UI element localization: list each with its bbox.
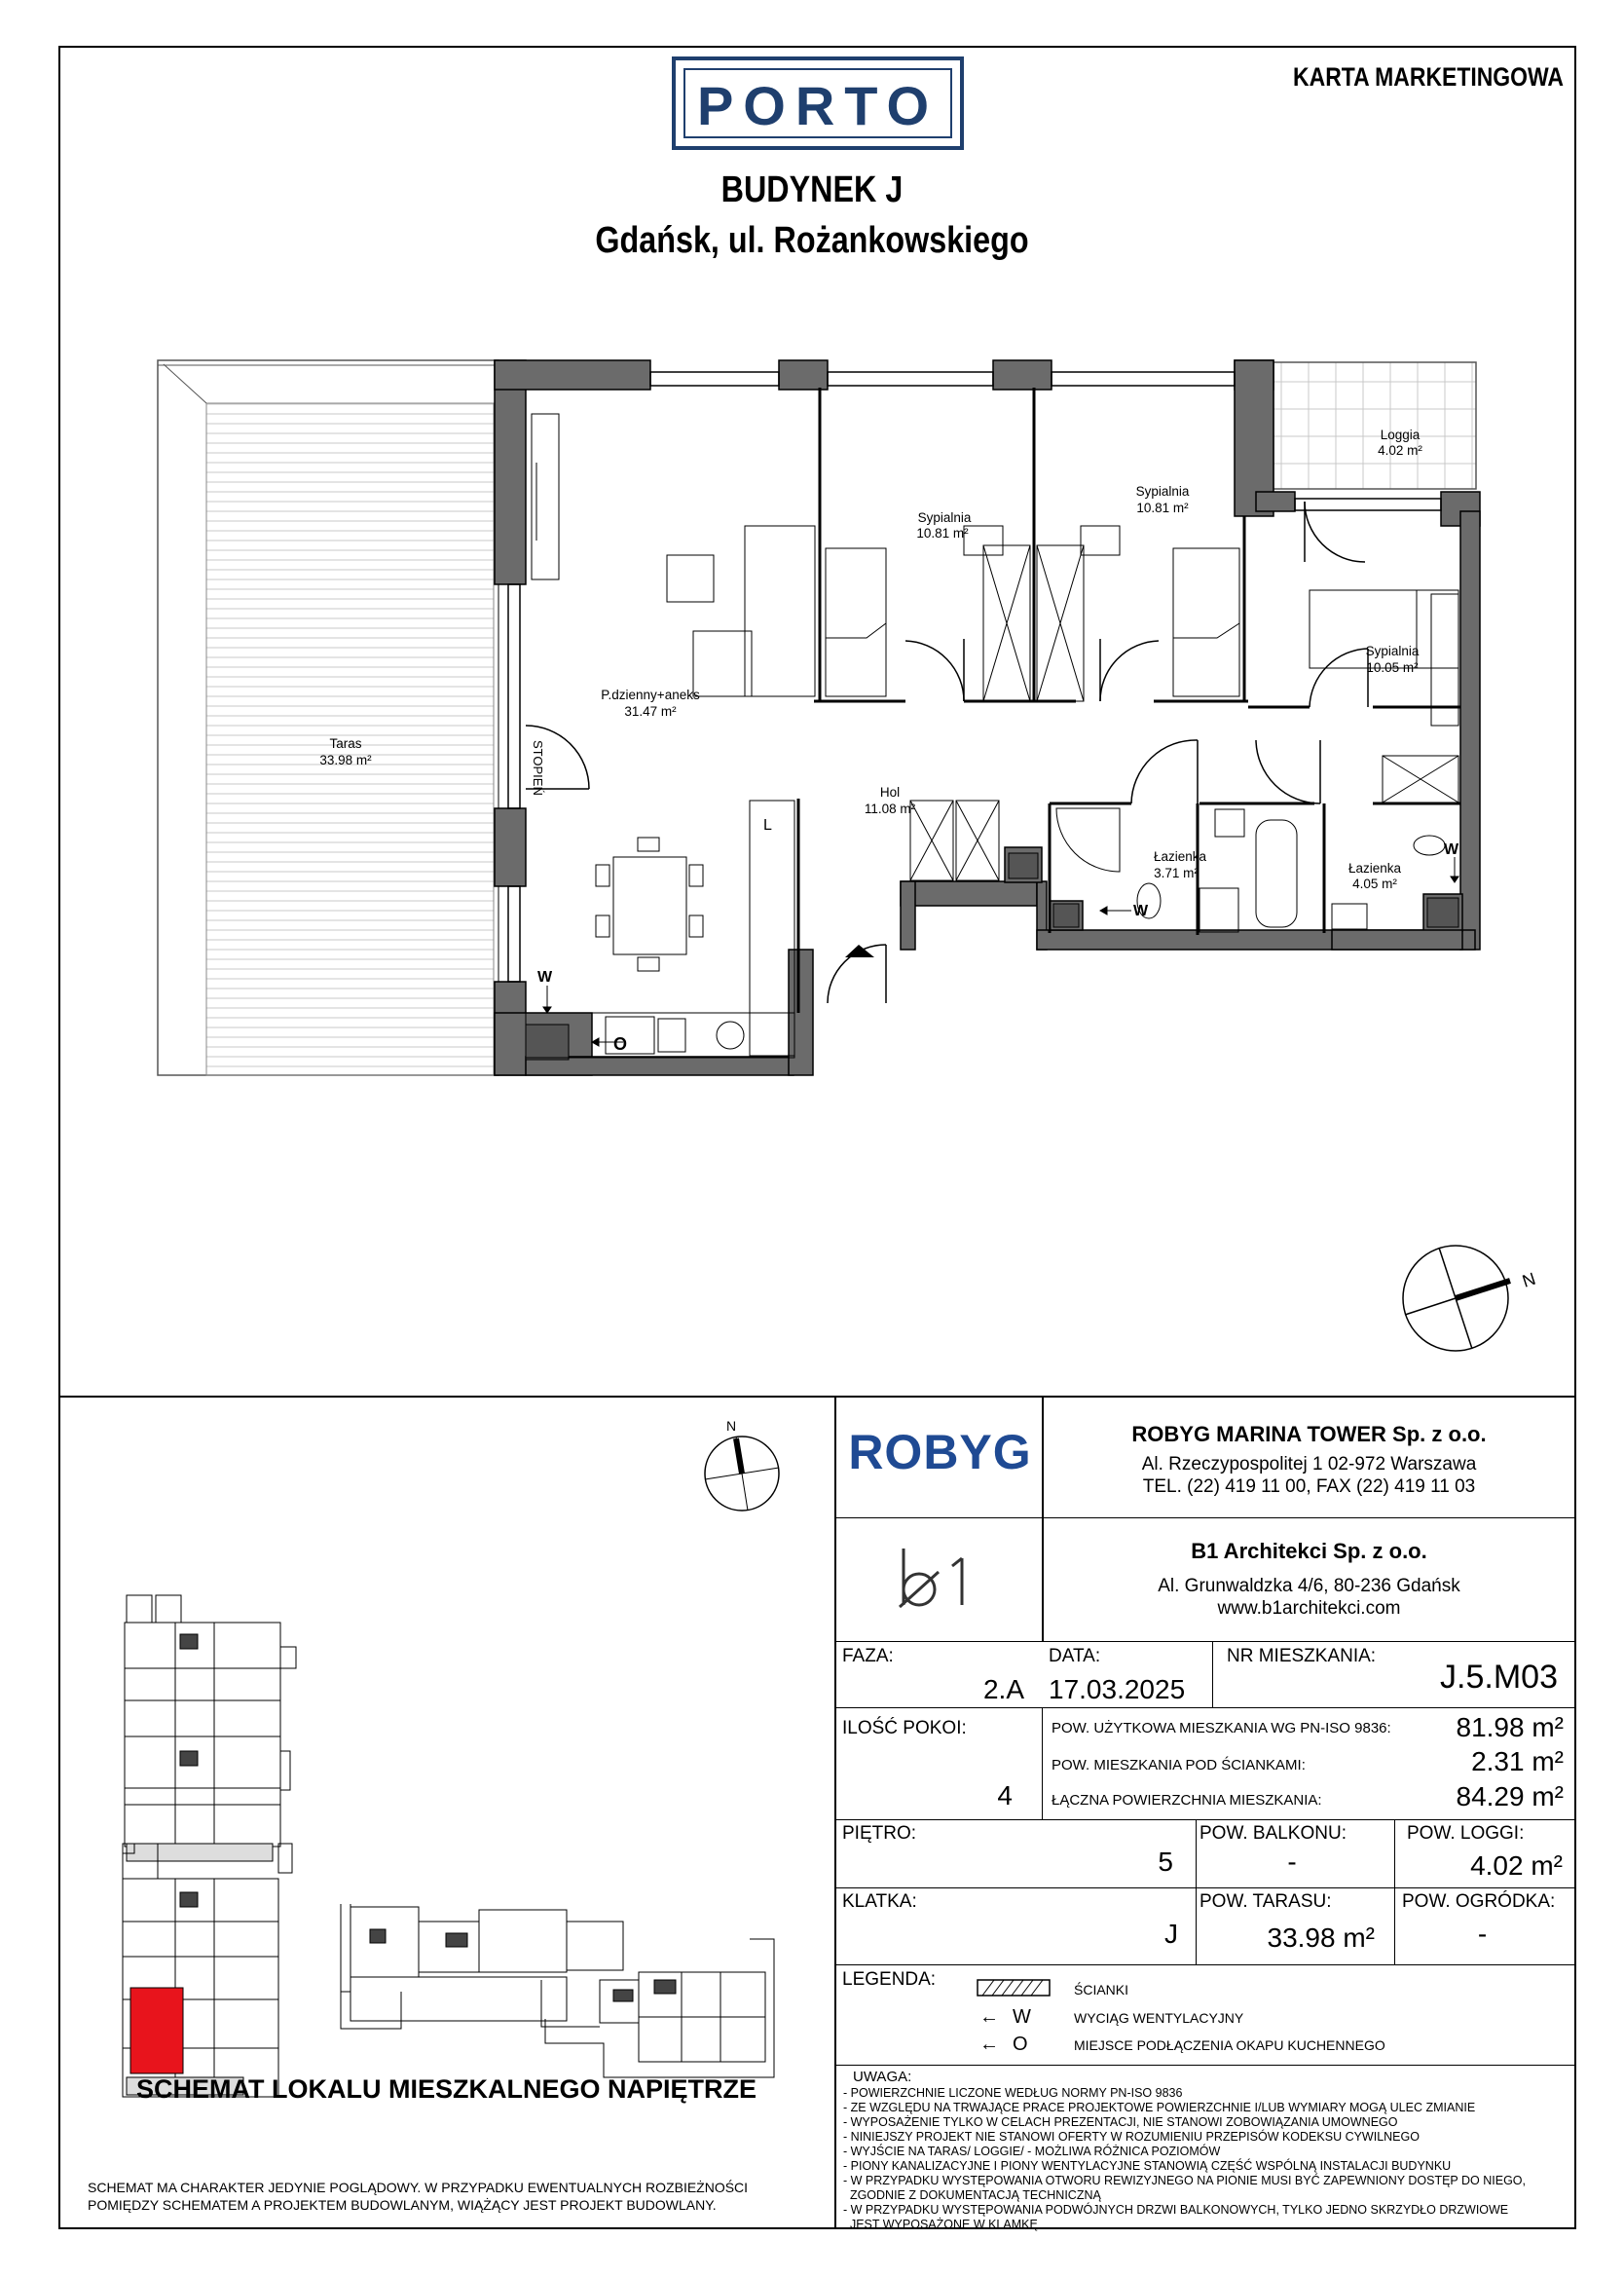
architect-logo bbox=[896, 1545, 974, 1618]
architect-name: B1 Architekci Sp. z o.o. bbox=[1191, 1539, 1427, 1563]
developer-address: Al. Rzeczypospolitej 1 02-972 Warszawa bbox=[1141, 1454, 1477, 1474]
beds bbox=[826, 548, 1458, 696]
room-area: 11.08 m² bbox=[864, 802, 916, 816]
pow-laczna-label: ŁĄCZNA POWIERZCHNIA MIESZKANIA: bbox=[1052, 1792, 1322, 1809]
faza-value: 2.A bbox=[982, 1674, 1024, 1704]
room-name: Łazienka bbox=[1153, 849, 1207, 864]
legend-o-arrow: ← bbox=[979, 2034, 999, 2055]
pietro-value: 5 bbox=[1158, 1847, 1173, 1877]
room-area: 10.81 m² bbox=[916, 526, 969, 541]
ogrodek-label: POW. OGRÓDKA: bbox=[1402, 1891, 1556, 1912]
svg-text:N: N bbox=[726, 1418, 737, 1434]
pow-uzytkowa-label: POW. UŻYTKOWA MIESZKANIA WG PN-ISO 9836: bbox=[1052, 1720, 1391, 1736]
svg-text:L: L bbox=[763, 817, 772, 834]
pokoje-label: ILOŚĆ POKOI: bbox=[842, 1718, 967, 1738]
room-name: P.dzienny+aneks bbox=[601, 688, 700, 702]
note-line: - ZE WZGLĘDU NA TRWAJĄCE PRACE PROJEKTOWE POWIERZCHNIE I/LUB WYMIARY MOGĄ ULEC ZMIANIE bbox=[843, 2101, 1476, 2114]
b1-logo-icon bbox=[896, 1545, 974, 1613]
terrace-area bbox=[158, 360, 498, 1075]
svg-text:W: W bbox=[537, 969, 553, 986]
data-label: DATA: bbox=[1049, 1646, 1101, 1666]
note-line: - WYJŚCIE NA TARAS/ LOGGIE/ - MOŻLIWA RÓŻNICA POZIOMÓW bbox=[843, 2145, 1221, 2158]
klatka-value: J bbox=[1164, 1919, 1178, 1949]
highlighted-unit bbox=[130, 1988, 183, 2073]
room-area: 33.98 m² bbox=[319, 753, 372, 767]
taras-value: 33.98 m² bbox=[1267, 1922, 1375, 1953]
doors bbox=[526, 502, 1368, 1003]
porto-logo-text: PORTO bbox=[696, 75, 940, 136]
document-type: KARTA MARKETINGOWA bbox=[1293, 62, 1564, 92]
pow-uzytkowa-value: 81.98 m² bbox=[1456, 1712, 1564, 1742]
faza-label: FAZA: bbox=[842, 1646, 894, 1666]
hood-mark: O bbox=[613, 1034, 628, 1054]
legend-o-text: MIEJSCE PODŁĄCZENIA OKAPU KUCHENNEGO bbox=[1074, 2037, 1385, 2053]
room-name: Sypialnia bbox=[917, 510, 972, 525]
schema-building bbox=[341, 1904, 774, 2077]
legend-walls-text: ŚCIANKI bbox=[1074, 1982, 1129, 1997]
klatka-label: KLATKA: bbox=[842, 1891, 917, 1912]
architect-web: www.b1architekci.com bbox=[1217, 1598, 1401, 1619]
pokoje-value: 4 bbox=[997, 1780, 1013, 1810]
room-area: 3.71 m² bbox=[1154, 866, 1199, 880]
legend-w-symbol: W bbox=[1013, 2006, 1031, 2028]
room-name: Hol bbox=[879, 785, 901, 800]
ogrodek-value: - bbox=[1477, 1919, 1488, 1949]
room-area: 10.05 m² bbox=[1366, 660, 1419, 675]
room-name: Łazienka bbox=[1347, 861, 1402, 876]
room-name: Loggia bbox=[1380, 428, 1421, 442]
loggia-value: 4.02 m² bbox=[1470, 1850, 1563, 1881]
pow-sciankami-value: 2.31 m² bbox=[1471, 1746, 1564, 1776]
loggia-label: POW. LOGGI: bbox=[1407, 1823, 1525, 1844]
legend-o-symbol: O bbox=[1013, 2034, 1028, 2055]
note-line: - WYPOSAŻENIE TYLKO W CELACH PREZENTACJI, NIE STANOWI ZOBOWIĄZANIA UMOWNEGO bbox=[843, 2115, 1398, 2129]
legend-title: LEGENDA: bbox=[842, 1969, 937, 1990]
room-area: 10.81 m² bbox=[1136, 501, 1189, 515]
robyg-logo: ROBYG bbox=[848, 1425, 1032, 1479]
note-line: - PIONY KANALIZACYJNE I PIONY WENTYLACYJNE STANOWIĄ CZĘŚĆ WSPÓLNĄ INSTALACJI BUDYNKU bbox=[843, 2159, 1452, 2173]
schema-floor-upper bbox=[125, 1595, 296, 1861]
svg-text:W: W bbox=[1133, 903, 1149, 919]
building-title: BUDYNEK J bbox=[720, 169, 904, 210]
developer-phone: TEL. (22) 419 11 00, FAX (22) 419 11 03 bbox=[1142, 1476, 1476, 1497]
taras-label: POW. TARASU: bbox=[1200, 1891, 1332, 1912]
note-line: ZGODNIE Z DOKUMENTACJĄ TECHNICZNĄ bbox=[843, 2188, 1101, 2202]
note-line: - NINIEJSZY PROJEKT NIE STANOWI OFERTY W ROZUMIENIU PRZEPISÓW KODEKSU CYWILNEGO bbox=[843, 2130, 1420, 2144]
legend-w-text: WYCIĄG WENTYLACYJNY bbox=[1074, 2010, 1244, 2026]
schema-disclaimer-2: POMIĘDZY SCHEMATEM A PROJEKTEM BUDOWLANYM, WIĄŻĄCY JEST PROJEKT BUDOWLANY. bbox=[88, 2197, 717, 2213]
wall-hatch-icon bbox=[977, 1979, 1051, 1997]
nr-label: NR MIESZKANIA: bbox=[1227, 1646, 1377, 1666]
room-area: 4.05 m² bbox=[1352, 877, 1397, 891]
room-name: Sypialnia bbox=[1135, 484, 1190, 499]
pietro-label: PIĘTRO: bbox=[842, 1823, 917, 1844]
step-label: STOPIEŃ bbox=[531, 740, 545, 796]
balkon-value: - bbox=[1287, 1847, 1297, 1877]
room-area: 31.47 m² bbox=[624, 704, 677, 719]
notes-list bbox=[843, 2086, 1564, 2232]
room-area: 4.02 m² bbox=[1378, 443, 1422, 458]
pow-sciankami-label: POW. MIESZKANIA POD ŚCIANKAMI: bbox=[1052, 1757, 1306, 1773]
address-title: Gdańsk, ul. Rożankowskiego bbox=[595, 220, 1029, 261]
nr-value: J.5.M03 bbox=[1440, 1659, 1558, 1696]
pow-laczna-value: 84.29 m² bbox=[1456, 1781, 1564, 1811]
data-value: 17.03.2025 bbox=[1049, 1674, 1186, 1704]
developer-name: ROBYG MARINA TOWER Sp. z o.o. bbox=[1131, 1422, 1487, 1446]
note-line: JEST WYPOSAŻONE W KLAMKĘ bbox=[843, 2218, 1038, 2231]
loggia-area bbox=[1273, 362, 1476, 489]
legend-w-arrow: ← bbox=[979, 2006, 999, 2028]
room-name: Sypialnia bbox=[1365, 644, 1420, 658]
wardrobes bbox=[910, 545, 1458, 880]
schema-compass bbox=[705, 1418, 779, 1511]
room-name: Taras bbox=[329, 736, 362, 751]
svg-text:N: N bbox=[1520, 1268, 1538, 1291]
schema-title: SCHEMAT LOKALU MIESZKALNEGO NAPIĘTRZE bbox=[136, 2074, 757, 2104]
architect-address: Al. Grunwaldzka 4/6, 80-236 Gdańsk bbox=[1158, 1576, 1460, 1596]
schema-disclaimer-1: SCHEMAT MA CHARAKTER JEDYNIE POGLĄDOWY. W PRZYPADKU EWENTUALNYCH ROZBIEŻNOŚCI bbox=[88, 2180, 749, 2195]
balkon-label: POW. BALKONU: bbox=[1200, 1823, 1347, 1844]
notes-title: UWAGA: bbox=[853, 2069, 912, 2085]
svg-text:W: W bbox=[1444, 841, 1459, 858]
note-line: - POWIERZCHNIE LICZONE WEDŁUG NORMY PN-ISO 9836 bbox=[843, 2086, 1183, 2100]
note-line: - W PRZYPADKU WYSTĘPOWANIA OTWORU REWIZYJNEGO NA PIONIE MUSI BYĆ ZAPEWNIONY DOSTĘP DO NIEGO, bbox=[843, 2174, 1526, 2187]
note-line: - W PRZYPADKU WYSTĘPOWANIA PODWÓJNYCH DRZWI BALKONOWYCH, TYLKO JEDNO SKRZYDŁO DRZWIOWE bbox=[843, 2203, 1509, 2217]
